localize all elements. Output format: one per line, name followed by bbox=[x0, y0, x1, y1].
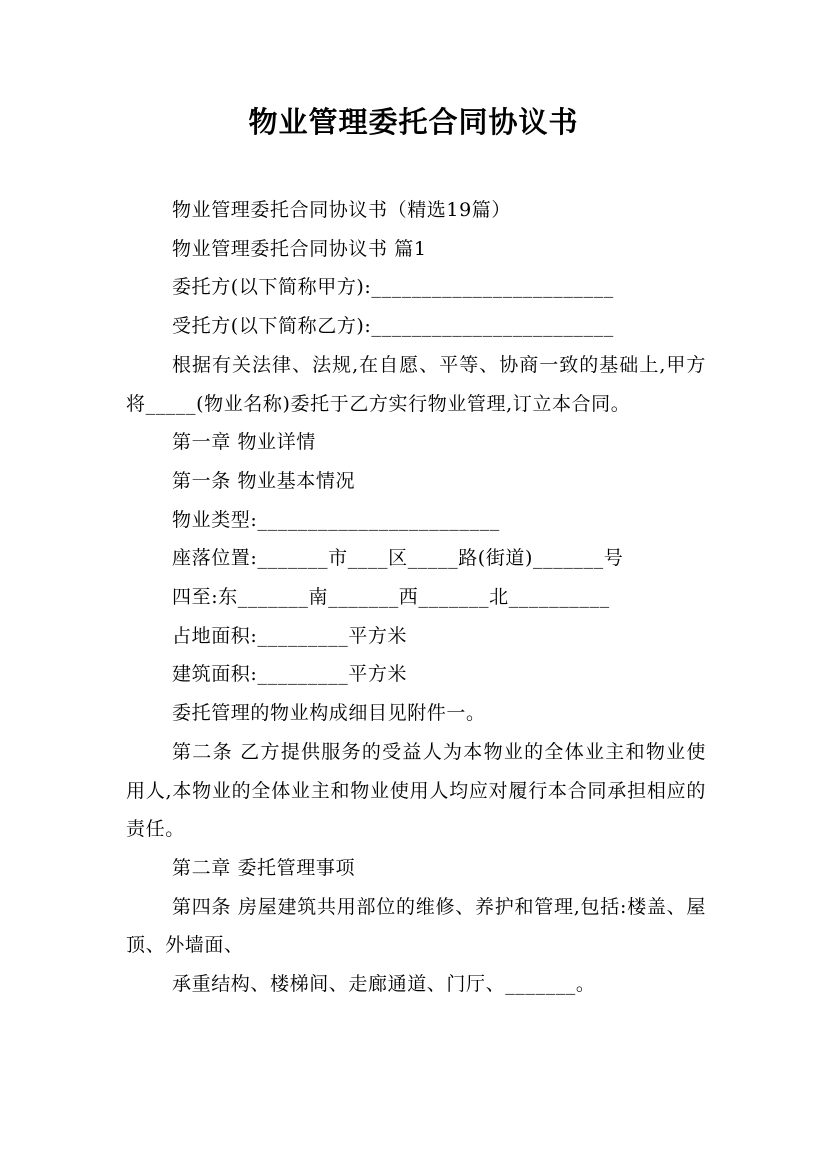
field-location: 座落位置:_______市____区_____路(街道)_______号 bbox=[172, 547, 624, 570]
field-property-type: 物业类型:________________________ bbox=[172, 508, 500, 531]
heading-article-1: 第一条 物业基本情况 bbox=[172, 469, 356, 492]
heading-chapter-2: 第二章 委托管理事项 bbox=[172, 856, 356, 879]
document-body bbox=[126, 191, 706, 1004]
paragraph-party-a: 委托方(以下简称甲方):________________________ bbox=[172, 276, 614, 299]
field-building-area: 建筑面积:_________平方米 bbox=[172, 663, 408, 686]
paragraph-collection-title: 物业管理委托合同协议书（精选19篇） bbox=[172, 199, 511, 221]
paragraph-preamble: 根据有关法律、法规,在自愿、平等、协商一致的基础上,甲方将_____(物业名称)委托于乙方实行物业管理,订立本合同。 bbox=[126, 353, 706, 415]
document-title: 物业管理委托合同协议书 bbox=[248, 105, 579, 139]
paragraph-article-4-continued: 承重结构、楼梯间、走廊通道、门厅、_______。 bbox=[172, 973, 596, 996]
paragraph-annex-note: 委托管理的物业构成细目见附件一。 bbox=[172, 702, 486, 725]
field-boundaries: 四至:东_______南_______西_______北__________ bbox=[172, 586, 610, 609]
heading-chapter-1: 第一章 物业详情 bbox=[172, 431, 316, 454]
paragraph-article-4: 第四条 房屋建筑共用部位的维修、养护和管理,包括:楼盖、屋顶、外墙面、 bbox=[126, 895, 706, 957]
paragraph-chapter-label: 物业管理委托合同协议书 篇1 bbox=[172, 237, 427, 260]
field-land-area: 占地面积:_________平方米 bbox=[172, 624, 408, 647]
paragraph-article-2: 第二条 乙方提供服务的受益人为本物业的全体业主和物业使用人,本物业的全体业主和物业使用人均应对履行本合同承担相应的责任。 bbox=[126, 740, 706, 841]
paragraph-party-b: 受托方(以下简称乙方):________________________ bbox=[172, 315, 614, 338]
